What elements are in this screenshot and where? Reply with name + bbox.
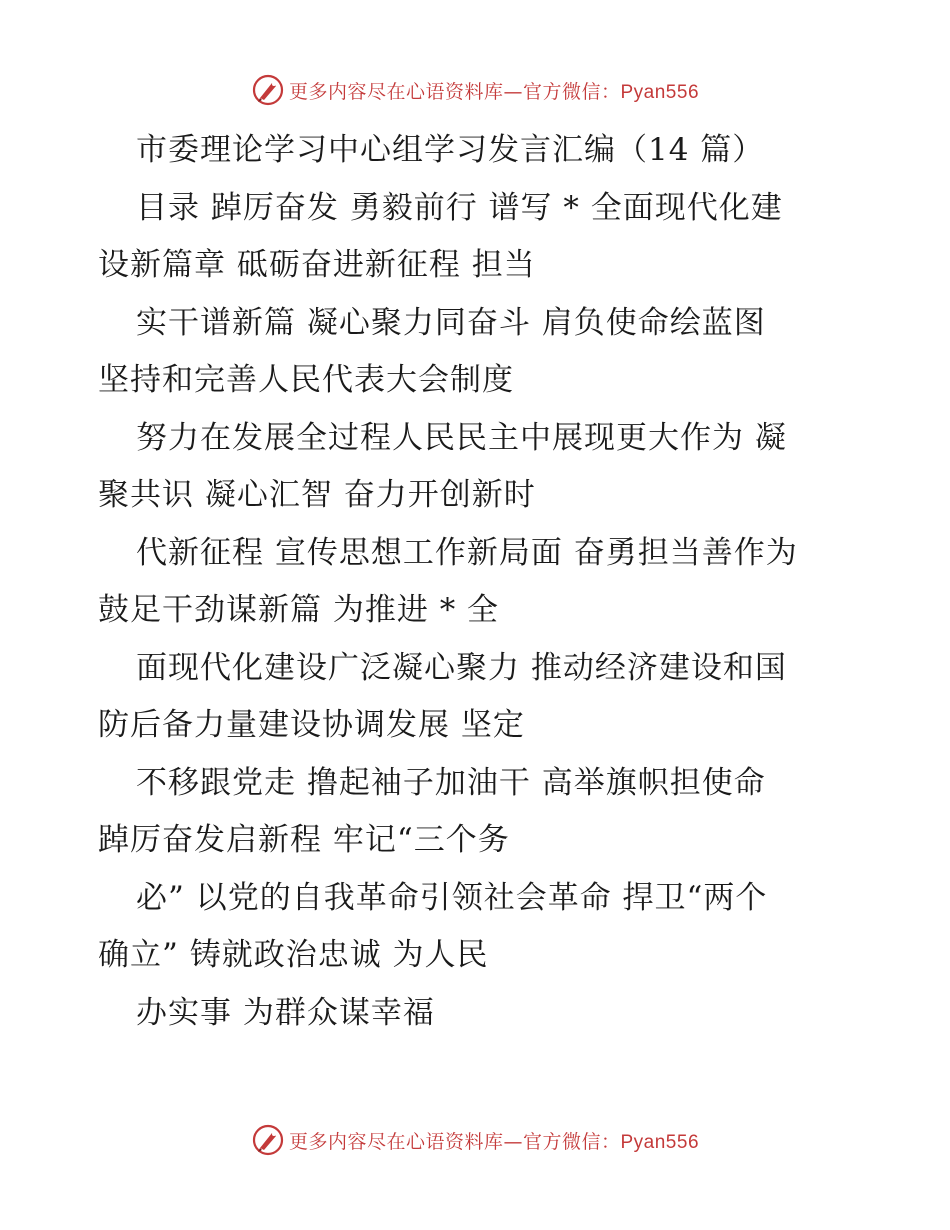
text-line: 鼓足干劲谋新篇 为推进 * 全 <box>98 592 500 628</box>
watermark-wechat-label: 官方微信： <box>522 1130 621 1153</box>
text-line: 代新征程 宣传思想工作新局面 奋勇担当善作为 <box>136 534 798 571</box>
text-line: 必” 以党的自我革命引领社会革命 捍卫“两个 <box>136 879 768 916</box>
header-watermark <box>0 70 950 110</box>
watermark-handle: Pyan556 <box>620 81 700 103</box>
text-line: 设新篇章 砥砺奋进新征程 担当 <box>98 247 536 283</box>
watermark-separator: — <box>503 80 523 103</box>
watermark-wechat-label: 官方微信： <box>522 80 621 103</box>
text-line: 确立” 铸就政治忠诚 为人民 <box>98 937 489 973</box>
pen-logo-icon <box>251 73 285 107</box>
watermark-slogan: 更多内容尽在心语资料库 <box>288 1130 504 1153</box>
text-line: 防后备力量建设协调发展 坚定 <box>98 707 525 743</box>
text-line: 不移跟党走 撸起袖子加油干 高举旗帜担使命 <box>136 764 766 801</box>
text-line: 努力在发展全过程人民民主中展现更大作为 凝 <box>136 419 787 456</box>
pen-logo-icon <box>251 1123 285 1157</box>
watermark-text <box>289 1127 699 1154</box>
text-line: 坚持和完善人民代表大会制度 <box>98 362 514 398</box>
watermark-slogan: 更多内容尽在心语资料库 <box>288 80 504 103</box>
text-line: 目录 踔厉奋发 勇毅前行 谱写 * 全面现代化建 <box>136 189 783 226</box>
text-line: 市委理论学习中心组学习发言汇编（14 篇） <box>136 132 765 168</box>
watermark-handle: Pyan556 <box>620 1131 700 1153</box>
watermark-separator: — <box>503 1130 523 1153</box>
document-body <box>98 122 858 1042</box>
text-line: 聚共识 凝心汇智 奋力开创新时 <box>98 477 536 513</box>
text-line: 实干谱新篇 凝心聚力同奋斗 肩负使命绘蓝图 <box>136 304 766 341</box>
text-line: 办实事 为群众谋幸福 <box>136 994 435 1031</box>
text-line: 踔厉奋发启新程 牢记“三个务 <box>98 822 510 858</box>
text-line: 面现代化建设广泛凝心聚力 推动经济建设和国 <box>136 649 787 686</box>
watermark-text <box>289 77 699 104</box>
footer-watermark <box>0 1120 950 1160</box>
